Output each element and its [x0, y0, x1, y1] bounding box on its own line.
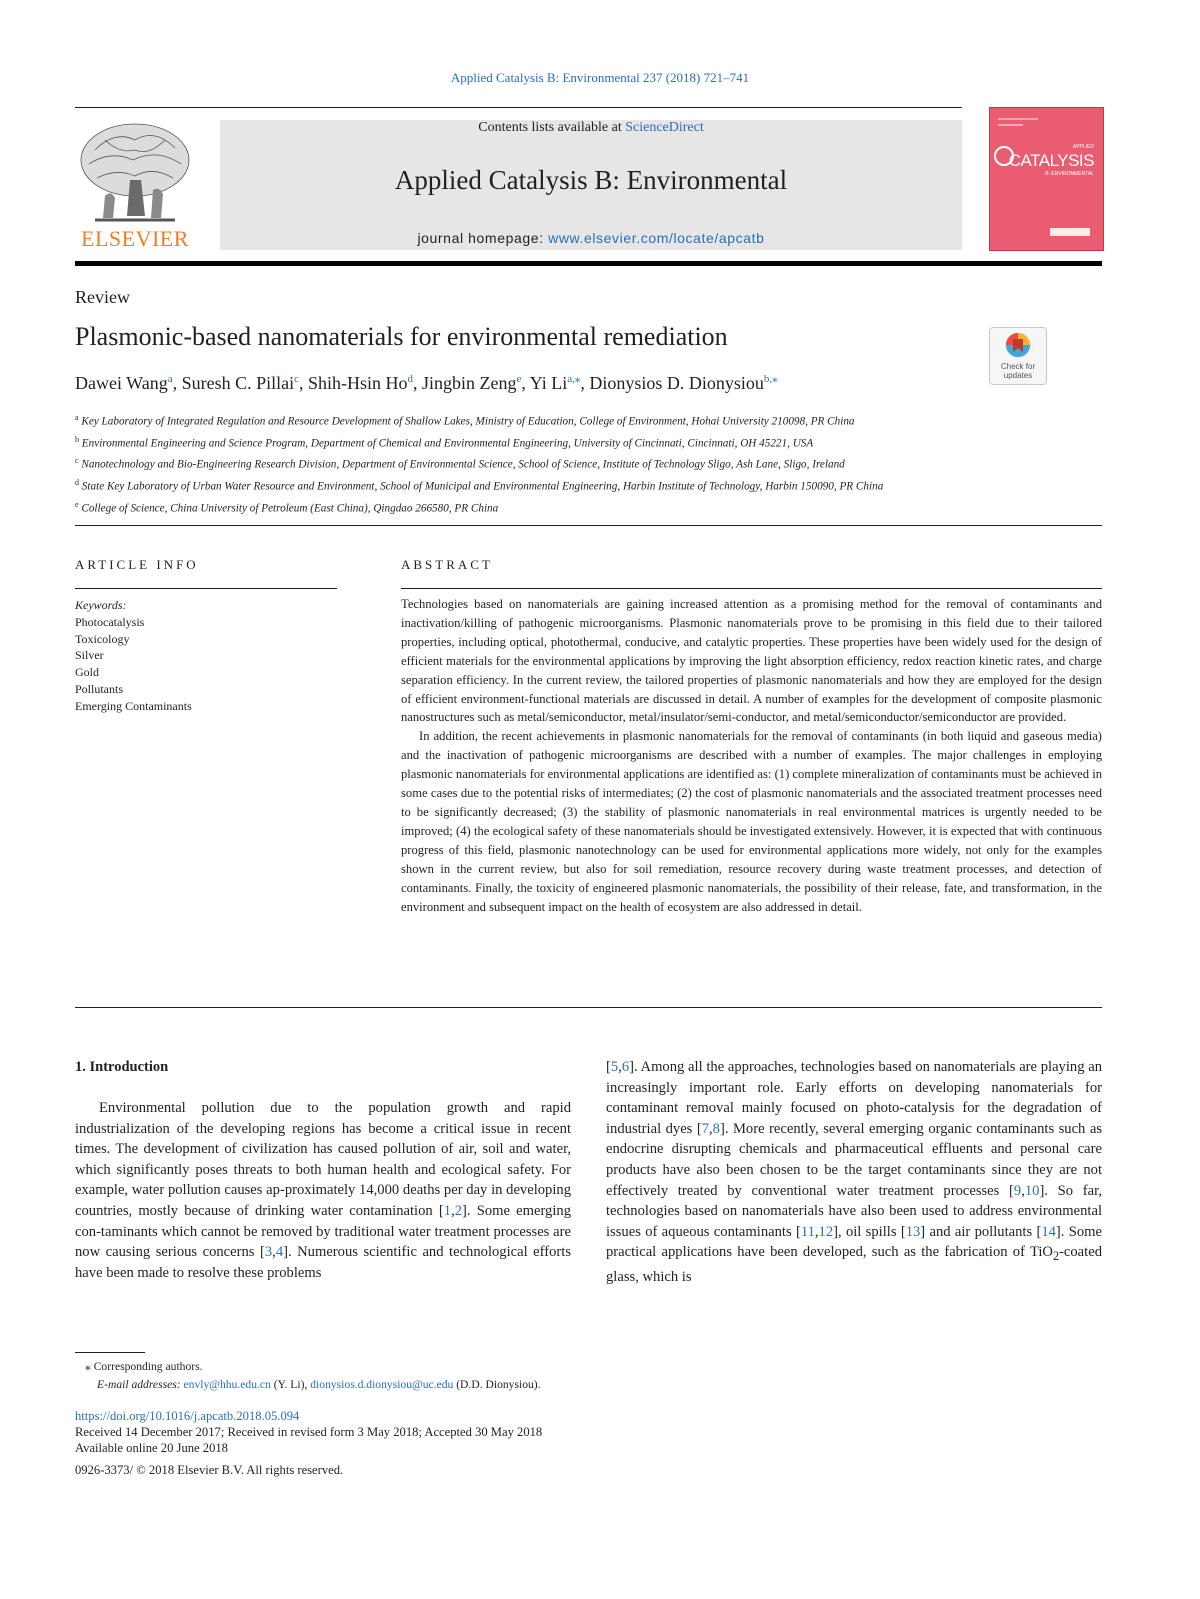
affiliation-key: c [75, 456, 79, 466]
affiliation-item [75, 431, 975, 453]
body-column-left [75, 1098, 571, 1283]
citation-link[interactable]: 1 [443, 1202, 452, 1219]
affiliation-text: Key Laboratory of Integrated Regulation and Resource Development of Shallow Lakes, Ministry of Education, College of Environment, Hohai University 210098, PR China [81, 415, 855, 428]
elsevier-tree-icon [75, 120, 195, 228]
text-run: ]. Some practical applications have been developed, such as the fabrication of TiO [606, 1223, 1102, 1261]
author-affiliation-marker[interactable]: c [294, 373, 299, 385]
affiliation-item [75, 474, 975, 496]
text-run: , [272, 1244, 276, 1261]
email-addresses-line [75, 1376, 541, 1394]
email2-owner: (D.D. Dionysiou). [453, 1378, 541, 1391]
keyword-item: Toxicology [75, 631, 130, 646]
abstract-rule [401, 588, 1102, 589]
text-run: Environmental pollution due to the population growth and rapid industrialization of the developing regions has become a critical issue in recent times. The development of civilization has caused pollution of air, soil and water, which significantly poses threats to both human health and ecological safety. For example, water pollution causes ap-proximately 14,000 deaths per day in developing countries, mostly because of drinking water contamination [ [75, 1100, 571, 1219]
abstract-paragraph-1: Technologies based on nanomaterials are gaining increased attention as a promising method for the removal of contaminants and inactivation/killing of pathogenic microorganisms. Plasmonic nanomaterials prove to be promising in this field due to their tailored properties, including optical, photothermal, conducive, and catalytic properties. These properties have been widely used for the design of efficient materials for the environmental applications by improving the light absorption efficiency, redox reaction kinetic rates, and charge separation efficiency. In the current review, the tailored properties of plasmonic nanomaterials and how they are employed for the design of efficient environment-functional materials are discussed in detail. A number of examples for the development of composite plasmonic nanostructures such as metal/semiconductor, metal/insulator/semi-conductor, and metal/semiconductor/semiconductor are provided. [401, 597, 1102, 725]
footnotes [75, 1358, 541, 1394]
citation-link[interactable]: 13 [905, 1223, 921, 1240]
text-run: ], oil spills [ [833, 1223, 906, 1240]
copyright-line: 0926-3373/ © 2018 Elsevier B.V. All rights reserved. [75, 1463, 344, 1477]
keyword-list [75, 614, 192, 715]
author-affiliation-marker[interactable]: b,⁎ [763, 373, 778, 385]
keyword-item: Photocatalysis [75, 614, 145, 629]
article-title: Plasmonic-based nanomaterials for environmental remediation [75, 322, 728, 351]
publication-info [75, 1408, 542, 1478]
keyword-item: Pollutants [75, 681, 124, 696]
abstract-paragraph-2: In addition, the recent achievements in plasmonic nanomaterials for the removal of contaminants (in both liquid and gaseous media) and the inactivation of pathogenic microorganisms are described with a number of examples. The major challenges in employing plasmonic nanomaterials for environmental applications are identified as: (1) complete mineralization of contaminants must be achieved in some cases due to the potential risks of intermediates; (2) the cost of plasmonic nanomaterials and the associated treatment processes need to be significantly decreased; (3) the stability of plasmonic nanomaterials in real environmental matrices is urgently needed to be improved; (4) the ecological safety of these nanomaterials should be investigated extensively. However, it is expected that with continuous progress of this field, plasmonic nanotechnology can be used for environmental applications more widely, not only for the examples shown in the current review, but also for soil remediation, resource recovery during waste treatment processes, and detection of contaminants. Finally, the toxicity of engineered plasmonic nanomaterials, the possibility of their release, fate, and transformation, in the environment and subsequent impact on the health of ecosystem are also addressed in detail. [401, 729, 1102, 914]
affiliation-key: d [75, 478, 79, 488]
corresponding-authors-note: ⁎ Corresponding authors. [85, 1360, 203, 1373]
author-separator: , [580, 373, 590, 393]
citation-link[interactable]: 8 [712, 1120, 720, 1137]
abstract-body [401, 595, 1102, 916]
citation-link[interactable]: 2 [454, 1202, 463, 1219]
running-head[interactable]: Applied Catalysis B: Environmental 237 (2018) 721–741 [450, 70, 750, 85]
cover-title: CATALYSIS [1008, 151, 1094, 170]
contents-line [220, 120, 962, 136]
text-run: -coated glass, which is [606, 1244, 1102, 1285]
keyword-item: Silver [75, 648, 104, 663]
text-run: [ [606, 1059, 611, 1075]
text-run: , [451, 1202, 455, 1219]
citation-link[interactable]: 10 [1024, 1182, 1040, 1199]
affiliation-item [75, 496, 975, 518]
author-separator: , [172, 373, 182, 393]
text-run: ] and air pollutants [ [920, 1223, 1042, 1240]
author-separator: , [413, 373, 423, 393]
footnote-rule [75, 1352, 145, 1353]
citation-link[interactable]: 14 [1041, 1223, 1056, 1240]
text-run: ]. Some emerging con-taminants which cannot be removed by traditional water treatment processes are now causing serious concerns [ [75, 1202, 571, 1261]
available-online-date: Available online 20 June 2018 [75, 1441, 228, 1455]
text-run: ]. So far, technologies based on nanomaterials have also been used to address environmental issues of aqueous contaminants [ [606, 1182, 1102, 1240]
citation-link[interactable]: 9 [1013, 1182, 1022, 1199]
text-run: , [1021, 1182, 1025, 1199]
author-separator: , [299, 373, 308, 393]
homepage-prefix: journal homepage: [417, 230, 549, 246]
cover-subtitle: B: ENVIRONMENTAL [1045, 171, 1094, 177]
citation-link[interactable]: 5 [610, 1059, 619, 1075]
affiliation-text: Nanotechnology and Bio-Engineering Research Division, Department of Environmental Science, School of Science, Institute of Technology Sligo, Ash Lane, Sligo, Ireland [81, 459, 845, 472]
citation-link[interactable]: 7 [701, 1120, 709, 1137]
author-list [75, 372, 778, 394]
keywords-label: Keywords: [75, 598, 127, 612]
citation-link[interactable]: 4 [275, 1244, 284, 1261]
author-affiliation-marker[interactable]: e [516, 373, 522, 385]
elsevier-wordmark: ELSEVIER [81, 226, 189, 251]
keywords-block [75, 597, 192, 715]
text-run: ]. More recently, several emerging organic contaminants such as endocrine disrupting chemicals and pharmaceutical effluents and personal care products have also been chosen to be the target contaminants since they are not effectively treated by conventional water treatment processes [ [606, 1120, 1102, 1199]
email-label: E-mail addresses: [97, 1378, 181, 1391]
author-name: Dionysios D. Dionysiou [589, 373, 764, 393]
email-link-dionysiou[interactable]: dionysios.d.dionysiou@uc.edu [310, 1378, 454, 1391]
affiliation-key: e [75, 499, 79, 509]
email1-owner: (Y. Li), [270, 1378, 311, 1391]
masthead-thick-rule [75, 261, 1102, 266]
citation-link[interactable]: 12 [818, 1223, 834, 1240]
journal-homepage-line [220, 230, 962, 246]
affiliation-text: Environmental Engineering and Science Program, Department of Chemical and Environmental Engineering, University of Cincinnati, Cincinnati, OH 45221, USA [81, 437, 814, 450]
affiliation-key: a [75, 413, 79, 422]
article-info-rule [75, 588, 337, 589]
check-for-updates-badge[interactable] [989, 327, 1047, 385]
text-run: , [814, 1223, 819, 1240]
text-run: , [709, 1120, 713, 1137]
body-column-right [606, 1057, 1102, 1287]
affiliation-list [75, 409, 975, 518]
affiliation-text: College of Science, China University of Petroleum (East China), Qingdao 266580, PR China [81, 502, 499, 515]
affiliation-key: b [75, 434, 79, 444]
affiliation-text: State Key Laboratory of Urban Water Resource and Environment, School of Municipal and Environmental Engineering, Harbin Institute of Technology, Harbin 150090, PR China [81, 480, 884, 493]
journal-title: Applied Catalysis B: Environmental [394, 165, 788, 195]
journal-homepage-link[interactable]: www.elsevier.com/locate/apcatb [548, 230, 765, 246]
sciencedirect-link[interactable]: ScienceDirect [625, 120, 704, 135]
citation-link[interactable]: 3 [264, 1244, 273, 1261]
keyword-item: Emerging Contaminants [75, 698, 192, 713]
author-name: Jingbin Zeng [422, 373, 517, 393]
header-rule [75, 525, 1102, 526]
text-run: , [618, 1059, 622, 1075]
author-name: Yi Li [529, 373, 568, 393]
doi-link[interactable]: https://doi.org/10.1016/j.apcatb.2018.05.094 [75, 1409, 300, 1423]
author-separator: , [521, 373, 530, 393]
text-run: ]. Numerous scientific and technological efforts have been made to resolve these problems [75, 1244, 572, 1281]
citation-link[interactable]: 11 [800, 1223, 815, 1240]
contents-prefix: Contents lists available at [478, 120, 626, 135]
journal-cover-thumbnail[interactable] [989, 107, 1104, 251]
author-name: Dawei Wang [75, 373, 168, 393]
keyword-item: Gold [75, 665, 99, 680]
affiliation-item [75, 409, 975, 431]
text-run: ]. Among all the approaches, technologies based on nanomaterials are playing an increasingly important role. Early efforts on developing nanomaterials for contaminant removal mainly focused on photo-catalysis for the degradation of industrial dyes [ [606, 1059, 1102, 1137]
journal-banner [220, 120, 962, 250]
author-affiliation-marker[interactable]: a,⁎ [567, 373, 581, 385]
received-dates: Received 14 December 2017; Received in revised form 3 May 2018; Accepted 30 May 2018 [75, 1425, 543, 1439]
subscript: 2 [1052, 1249, 1060, 1264]
citation-link[interactable]: 6 [621, 1059, 630, 1075]
email-link-li[interactable]: envly@hhu.edu.cn [183, 1378, 271, 1391]
abstract-heading: ABSTRACT [401, 557, 493, 572]
author-name: Suresh C. Pillai [181, 373, 295, 393]
abstract-bottom-rule [75, 1007, 1102, 1008]
masthead-top-rule [75, 107, 962, 108]
crossmark-icon [990, 328, 1046, 362]
author-affiliation-marker[interactable]: d [407, 373, 414, 385]
intro-paragraph-left [75, 1098, 571, 1283]
affiliation-item [75, 452, 975, 474]
author-affiliation-marker[interactable]: a [167, 373, 173, 385]
intro-paragraph-right [606, 1057, 1102, 1287]
cover-small-title: APPLIED [1072, 144, 1094, 150]
check-for-updates-label: Check for updates [1000, 362, 1036, 380]
article-type: Review [75, 287, 130, 307]
article-info-heading: ARTICLE INFO [75, 557, 199, 572]
section-heading-introduction: 1. Introduction [75, 1059, 169, 1075]
journal-cover-art [990, 108, 1103, 250]
author-name: Shih-Hsin Ho [308, 373, 408, 393]
elsevier-logo[interactable] [75, 120, 195, 252]
